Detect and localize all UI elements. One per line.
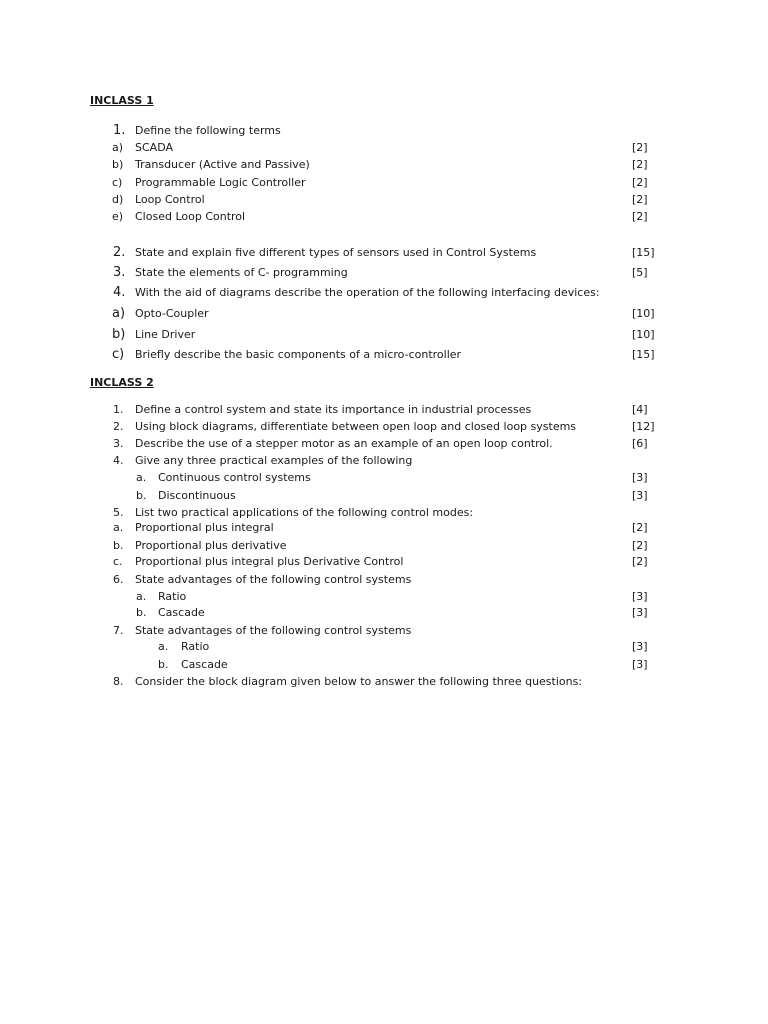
item-letter: c. [113, 555, 123, 568]
item-text: Proportional plus integral plus Derivative Control [135, 555, 404, 568]
question-text: State and explain five different types of sensors used in Control Systems [135, 246, 537, 259]
question-2-6-b [0, 605, 768, 621]
item-text: SCADA [135, 141, 173, 154]
question-2-2 [0, 419, 768, 435]
question-2-6-a [0, 589, 768, 605]
question-1-3 [0, 265, 768, 281]
question-text: Describe the use of a stepper motor as an example of an open loop control. [135, 437, 553, 450]
question-1-4 [0, 285, 768, 301]
question-2-7-a [0, 639, 768, 655]
item-letter: b. [113, 539, 124, 552]
item-letter: a. [136, 590, 147, 603]
item-marks: [2] [632, 539, 648, 552]
item-marks: [2] [632, 555, 648, 568]
question-1-1-b [0, 157, 768, 173]
item-marks: [3] [632, 606, 648, 619]
question-number: 5. [113, 506, 124, 519]
item-marks: [15] [632, 348, 655, 361]
item-text: Loop Control [135, 193, 205, 206]
item-text: Opto-Coupler [135, 307, 209, 320]
question-number: 4. [113, 454, 124, 467]
question-1-4-b [0, 327, 768, 343]
question-1-4-a [0, 306, 768, 322]
item-marks: [3] [632, 590, 648, 603]
question-marks: [15] [632, 246, 655, 259]
item-marks: [10] [632, 307, 655, 320]
item-text: Discontinuous [158, 489, 236, 502]
question-2-8 [0, 674, 768, 690]
question-2-4-a [0, 470, 768, 486]
question-number: 4. [113, 285, 126, 300]
question-2-4 [0, 453, 768, 469]
item-marks: [2] [632, 210, 648, 223]
question-text: Using block diagrams, differentiate between open loop and closed loop systems [135, 420, 577, 433]
question-marks: [6] [632, 437, 648, 450]
question-text: Consider the block diagram given below to answer the following three questions: [135, 675, 583, 688]
question-number: 6. [113, 573, 124, 586]
section-heading-inclass-1: INCLASS 1 [90, 94, 154, 107]
question-number: 7. [113, 624, 124, 637]
item-letter: a. [158, 640, 169, 653]
item-letter: c) [112, 347, 125, 362]
item-marks: [3] [632, 658, 648, 671]
question-2-7-b [0, 657, 768, 673]
item-marks: [2] [632, 193, 648, 206]
item-text: Briefly describe the basic components of a micro-controller [135, 348, 462, 361]
question-text: List two practical applications of the following control modes: [135, 506, 474, 519]
question-2-5-a [0, 520, 768, 536]
question-number: 3. [113, 437, 124, 450]
question-1-1-a [0, 140, 768, 156]
item-letter: b) [112, 158, 124, 171]
question-1-1-e [0, 209, 768, 225]
question-2-5 [0, 505, 768, 521]
section-heading-inclass-2: INCLASS 2 [90, 376, 154, 389]
item-letter: a) [112, 141, 124, 154]
question-1-4-c [0, 347, 768, 363]
item-letter: a) [112, 306, 126, 321]
question-number: 2. [113, 245, 126, 260]
question-text: Define a control system and state its importance in industrial processes [135, 403, 532, 416]
item-letter: b. [136, 489, 147, 502]
item-letter: a. [136, 471, 147, 484]
question-marks: [4] [632, 403, 648, 416]
question-text: With the aid of diagrams describe the operation of the following interfacing devices: [135, 286, 600, 299]
item-text: Line Driver [135, 328, 196, 341]
item-letter: b) [112, 327, 126, 342]
question-text: State advantages of the following control systems [135, 573, 412, 586]
question-1-1 [0, 123, 768, 139]
question-number: 1. [113, 403, 124, 416]
question-text: State the elements of C- programming [135, 266, 348, 279]
question-number: 3. [113, 265, 126, 280]
question-1-1-c [0, 175, 768, 191]
question-text: Give any three practical examples of the following [135, 454, 413, 467]
item-text: Ratio [158, 590, 187, 603]
question-number: 2. [113, 420, 124, 433]
item-letter: c) [112, 176, 123, 189]
item-letter: b. [136, 606, 147, 619]
question-2-3 [0, 436, 768, 452]
item-marks: [3] [632, 640, 648, 653]
question-text: Define the following terms [135, 124, 281, 137]
item-marks: [3] [632, 471, 648, 484]
item-marks: [2] [632, 521, 648, 534]
question-marks: [5] [632, 266, 648, 279]
item-letter: e) [112, 210, 124, 223]
item-text: Programmable Logic Controller [135, 176, 306, 189]
item-text: Proportional plus integral [135, 521, 274, 534]
item-marks: [3] [632, 489, 648, 502]
question-2-5-c [0, 554, 768, 570]
item-text: Cascade [181, 658, 228, 671]
item-letter: b. [158, 658, 169, 671]
question-2-7 [0, 623, 768, 639]
item-marks: [2] [632, 158, 648, 171]
item-text: Cascade [158, 606, 205, 619]
question-1-1-d [0, 192, 768, 208]
question-2-4-b [0, 488, 768, 504]
question-number: 1. [113, 123, 126, 138]
item-text: Transducer (Active and Passive) [135, 158, 310, 171]
question-marks: [12] [632, 420, 655, 433]
question-2-1 [0, 402, 768, 418]
item-marks: [2] [632, 176, 648, 189]
item-text: Continuous control systems [158, 471, 311, 484]
question-text: State advantages of the following control systems [135, 624, 412, 637]
question-2-5-b [0, 538, 768, 554]
question-2-6 [0, 572, 768, 588]
item-marks: [2] [632, 141, 648, 154]
item-text: Closed Loop Control [135, 210, 246, 223]
question-1-2 [0, 245, 768, 261]
item-letter: d) [112, 193, 124, 206]
item-text: Proportional plus derivative [135, 539, 287, 552]
item-text: Ratio [181, 640, 210, 653]
item-letter: a. [113, 521, 124, 534]
item-marks: [10] [632, 328, 655, 341]
question-number: 8. [113, 675, 124, 688]
